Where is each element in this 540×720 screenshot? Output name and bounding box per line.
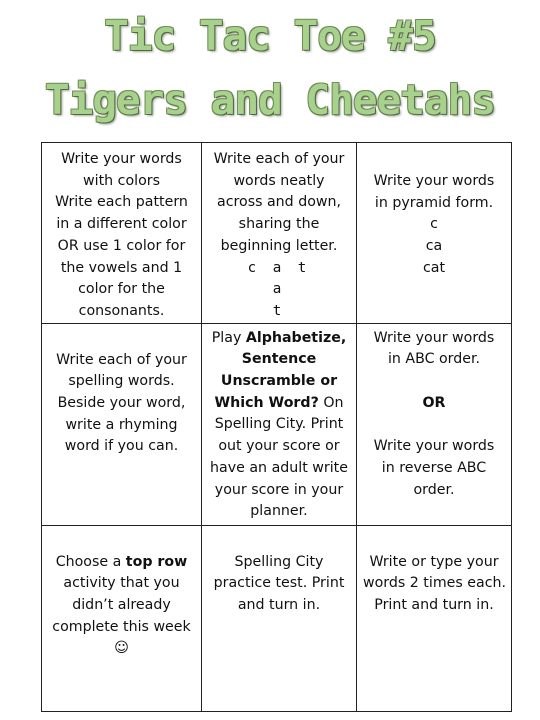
cell-text: Write your words: [373, 329, 495, 346]
cell-r1-c3: [357, 143, 512, 324]
cell-r3-c2: [202, 525, 357, 711]
example-letter-down: t: [272, 302, 286, 319]
cell-text: in pyramid form.: [374, 194, 494, 211]
cell-text: in reverse ABC: [381, 459, 487, 476]
cell-text: Write each of your: [213, 151, 345, 167]
cell-text: didn’t already: [72, 597, 171, 614]
cell-text: have an adult write: [210, 459, 348, 476]
cell-text: Spelling City: [234, 553, 324, 570]
cell-text: consonants.: [78, 302, 165, 319]
cell-text: word if you can.: [64, 438, 179, 455]
cell-text: Choose a: [55, 553, 126, 570]
cell-text: On: [318, 394, 344, 411]
cell-r3-c3: [357, 525, 512, 711]
activity-name: Which Word?: [214, 394, 319, 411]
cell-text-line: [208, 328, 350, 350]
smiley-icon: ☺: [114, 640, 129, 657]
cell-text: Print and turn in.: [374, 597, 494, 614]
cell-text: the vowels and 1: [60, 259, 183, 276]
cell-text: beginning letter.: [220, 237, 338, 254]
cell-r2-c2: [202, 323, 357, 525]
cell-text: spelling words.: [68, 373, 175, 390]
activity-name: Alphabetize,: [245, 329, 347, 346]
cell-text: sharing the: [238, 216, 320, 233]
tic-tac-toe-board: [41, 142, 512, 712]
board-row-1: [42, 143, 512, 324]
cell-text: out your score or: [218, 438, 340, 455]
cell-text: words neatly: [233, 172, 325, 189]
cell-r1-c1: [42, 143, 202, 324]
board-row-2: [42, 323, 512, 525]
cell-text: and turn in.: [237, 597, 321, 614]
cell-text: in ABC order.: [387, 351, 481, 368]
cell-text: with colors: [83, 172, 160, 189]
or-label: OR: [422, 394, 446, 411]
cell-text: order.: [413, 481, 455, 498]
example-letter-down: a: [272, 281, 286, 298]
cell-text: Write or type your: [369, 553, 499, 570]
cell-r3-c1: [42, 525, 202, 711]
cell-text: Write your words: [373, 173, 495, 189]
board-row-3: [42, 525, 512, 711]
cell-text: Spelling City. Print: [214, 416, 344, 433]
cell-text: words 2 times each.: [363, 575, 506, 592]
cell-text: complete this week: [52, 618, 191, 635]
emphasis-text: top row: [125, 553, 188, 570]
cell-text: Write your words: [373, 438, 495, 455]
pyramid-line: cat: [422, 259, 446, 276]
cell-text: planner.: [250, 503, 308, 520]
activity-name: Unscramble or: [220, 373, 338, 390]
cell-text-line: [48, 552, 195, 574]
cell-r2-c1: [42, 323, 202, 525]
cell-r1-c2: [202, 143, 357, 324]
cell-text: activity that you: [63, 575, 180, 592]
cell-text: write a rhyming: [65, 416, 178, 433]
cell-text: practice test. Print: [213, 575, 345, 592]
cell-text-line: [208, 393, 350, 415]
cell-text: your score in your: [214, 481, 344, 498]
cell-text: Write each pattern: [55, 194, 188, 211]
pyramid-line: c: [430, 216, 438, 233]
cell-text: Write each of your: [56, 351, 187, 368]
pyramid-line: ca: [425, 238, 443, 255]
cell-text: Play: [211, 329, 246, 346]
cell-text: across and down,: [217, 194, 341, 211]
activity-name: Sentence: [241, 351, 317, 368]
page-title-line-1: Tic Tac Toe #5: [104, 12, 436, 60]
cell-text: in a different color: [56, 216, 187, 233]
page-title-line-2: Tigers and Cheetahs: [45, 76, 495, 124]
cell-text: Beside your word,: [57, 395, 186, 412]
example-word-across: c a t: [247, 259, 311, 276]
cell-text: color for the: [78, 281, 165, 298]
cell-r2-c3: [357, 323, 512, 525]
cell-text: Write your words: [61, 151, 182, 167]
cell-text: OR use 1 color for: [57, 237, 186, 254]
